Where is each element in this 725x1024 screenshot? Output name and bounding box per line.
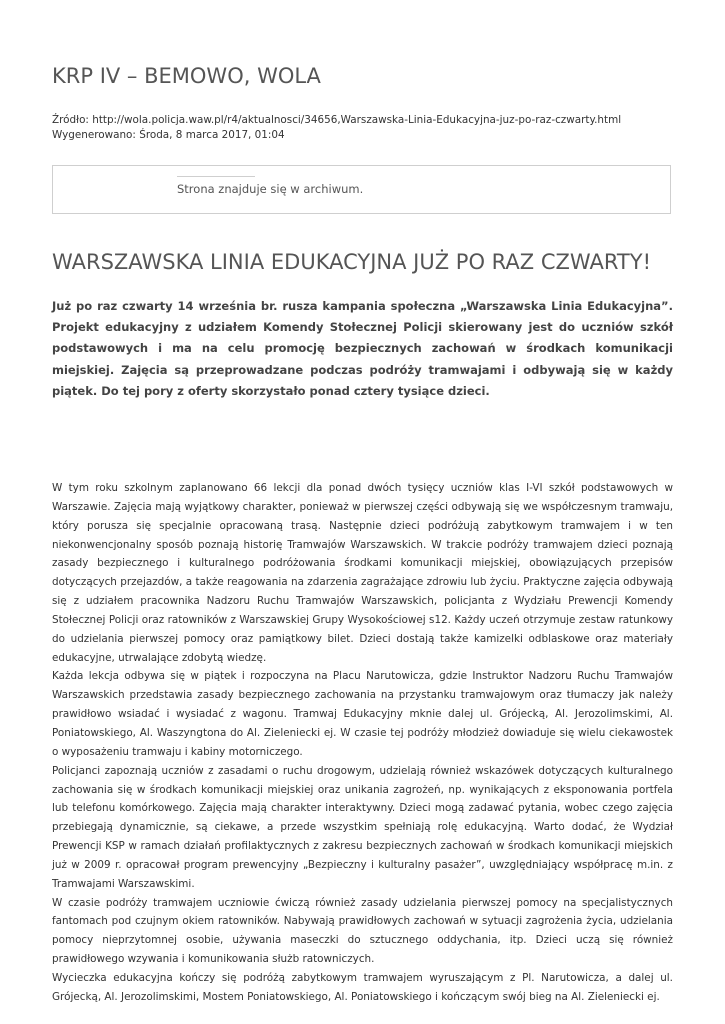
generated-date: Wygenerowano: Środa, 8 marca 2017, 01:04	[52, 129, 285, 141]
article-body	[52, 479, 673, 1007]
article-lead	[52, 296, 673, 402]
paragraph: Wycieczka edukacyjna kończy się podróżą zabytkowym tramwajem wyruszającym z Pl. Narutowicza, a dalej ul. Grójecką, Al. Jerozolimskimi, Mostem Poniatowskiego, Al. Poniatowskiego i kończącym swój bieg na Al. Zieleniecki ej.	[52, 971, 673, 1003]
source-url[interactable]: Źródło: http://wola.policja.waw.pl/r4/aktualnosci/34656,Warszawska-Linia-Edukacyjna-juz-po-raz-czwarty.html	[52, 114, 622, 126]
paragraph: Każda lekcja odbywa się w piątek i rozpoczyna na Placu Narutowicza, gdzie Instruktor Nadzoru Ruchu Tramwajów Warszawskich przedstawia zasady bezpiecznego zachowania na przystanku tramwajowym oraz tłumaczy jak należy prawidłowo wsiadać i wysiadać z wagonu. Tramwaj Edukacyjny mknie dalej ul. Grójecką, Al. Jerozolimskimi, Al. Poniatowskiego, Al. Waszyngtona do Al. Zieleniecki ej. W czasie tej podróży młodzież dowiaduje się wielu ciekawostek o wyposażeniu tramwaju i kabiny motorniczego.	[52, 670, 673, 758]
archive-notice: Strona znajduje się w archiwum.	[177, 182, 364, 196]
archive-divider	[177, 176, 255, 177]
archive-notice-box	[52, 165, 671, 214]
paragraph: Policjanci zapoznają uczniów z zasadami o ruchu drogowym, udzielają również wskazówek dotyczących kulturalnego zachowania się w środkach komunikacji miejskiej oraz unikania zagrożeń, np. wynikających z eksponowania portfela lub telefonu komórkowego. Zajęcia mają charakter interaktywny. Dzieci mogą zadawać pytania, wobec czego zajęcia przebiegają dynamicznie, są ciekawe, a przede wszystkim spełniają rolę edukacyjną. Warto dodać, że Wydział Prewencji KSP w ramach działań profilaktycznych z zakresu bezpiecznych zachowań w środkach komunikacji miejskich już w 2009 r. opracował program prewencyjny „Bezpieczny i kulturalny pasażer”, uwzględniający współpracę m.in. z Tramwajami Warszawskimi.	[52, 764, 673, 890]
article-title: WARSZAWSKA LINIA EDUKACYJNA JUŻ PO RAZ CZWARTY!	[52, 250, 651, 274]
meta-info	[52, 113, 621, 143]
lead-text: Już po raz czwarty 14 września br. rusza kampania społeczna „Warszawska Linia Edukacyjna”. Projekt edukacyjny z udziałem Komendy Stołecznej Policji skierowany jest do uczniów szkół podstawowych i ma na celu promocję bezpiecznych zachowań w środkach komunikacji miejskiej. Zajęcia są przeprowadzane podczas podróży tramwajami i odbywają się w każdy piątek. Do tej pory z oferty skorzystało ponad cztery tysiące dzieci.	[52, 299, 673, 398]
paragraph: W tym roku szkolnym zaplanowano 66 lekcji dla ponad dwóch tysięcy uczniów klas I-VI szkół podstawowych w Warszawie. Zajęcia mają wyjątkowy charakter, ponieważ w pierwszej części odbywają się we współczesnym tramwaju, który porusza się specjalnie opracowaną trasą. Następnie dzieci podróżują zabytkowym tramwajem i w ten niekonwencjonalny sposób poznają historię Tramwajów Warszawskich. W trakcie podróży tramwajem dzieci poznają zasady bezpiecznego i kulturalnego podróżowania środkami komunikacji miejskiej, obowiązujących przepisów dotyczących przejazdów, a także reagowania na zdarzenia zagrażające zdrowiu lub życiu. Praktyczne zajęcia odbywają się z udziałem pracownika Nadzoru Ruchu Tramwajów Warszawskich, policjanta z Wydziału Prewencji Komendy Stołecznej Policji oraz ratowników z Warszawskiej Grupy Wysokościowej s12. Każdy uczeń otrzymuje zestaw ratunkowy do udzielania pierwszej pomocy oraz pamiątkowy bilet. Dzieci dostają także kamizelki odblaskowe oraz materiały edukacyjne, utrwalające zdobytą wiedzę.	[52, 482, 673, 664]
site-title: KRP IV – BEMOWO, WOLA	[52, 64, 321, 88]
paragraph: W czasie podróży tramwajem uczniowie ćwiczą również zasady udzielania pierwszej pomocy na specjalistycznych fantomach pod czujnym okiem ratowników. Nabywają prawidłowych zachowań w sytuacji zagrożenia życia, udzielania pomocy nieprzytomnej osobie, używania maseczki do sztucznego oddychania, itp. Dzieci uczą się również prawidłowego wzywania i komunikowania służb ratowniczych.	[52, 896, 673, 966]
